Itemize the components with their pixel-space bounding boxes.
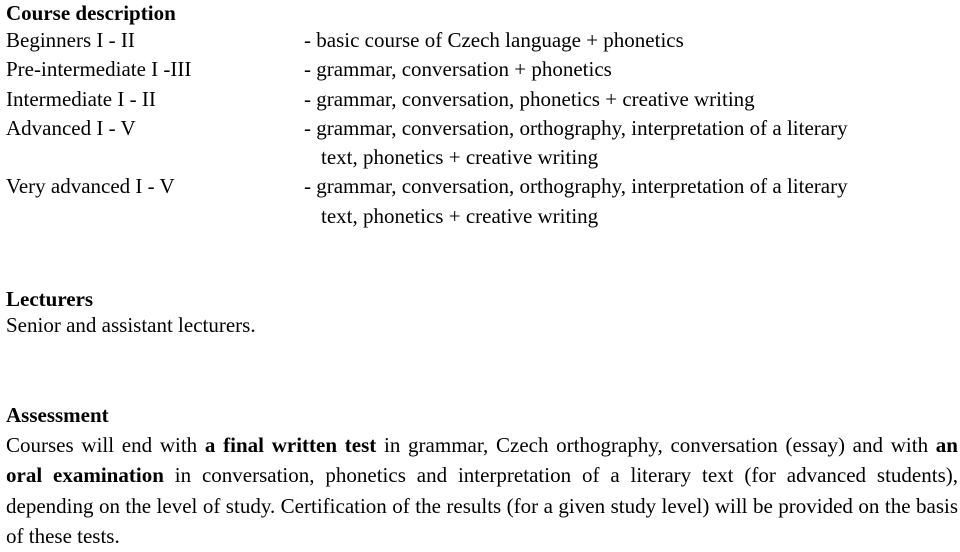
course-description <box>304 26 956 55</box>
document <box>6 0 958 549</box>
course-description <box>304 55 956 84</box>
assessment-emphasis: an oral examination <box>6 433 958 488</box>
course-level: Intermediate I - II <box>6 86 156 111</box>
course-description-line: - grammar, conversation + phonetics <box>304 57 612 82</box>
course-description <box>304 172 956 231</box>
course-level: Advanced I - V <box>6 115 136 140</box>
course-row-advanced <box>6 114 956 173</box>
lecturers-section <box>6 286 956 338</box>
course-level: Pre-intermediate I -III <box>6 57 192 82</box>
course-description <box>304 114 956 173</box>
assessment-text: in conversation, phonetics and interpretation of a literary text (for advanced students), depending on the level of study. Certification of the results (for a given study level) will be provided on the basis of these tests. <box>6 463 958 549</box>
course-level: Very advanced I - V <box>6 174 175 199</box>
course-description-line: - grammar, conversation, phonetics + creative writing <box>304 86 755 111</box>
assessment-text: Courses will end with <box>6 433 205 457</box>
course-description-heading: Course description <box>6 1 176 25</box>
course-description <box>304 85 956 114</box>
assessment-heading: Assessment <box>6 403 109 427</box>
course-description-line: - basic course of Czech language + phonetics <box>304 28 684 52</box>
course-description-line: - grammar, conversation, orthography, interpretation of a literary <box>304 174 848 199</box>
course-row-pre-intermediate <box>6 55 956 84</box>
course-row-beginners <box>6 26 956 55</box>
assessment-paragraph <box>6 430 958 552</box>
course-description-continuation: text, phonetics + creative writing <box>321 145 599 170</box>
lecturers-text: Senior and assistant lecturers. <box>6 313 256 337</box>
assessment-emphasis: a final written test <box>204 433 377 457</box>
course-row-intermediate <box>6 85 956 114</box>
course-description-continuation: text, phonetics + creative writing <box>321 203 599 228</box>
course-level: Beginners I - II <box>6 28 135 52</box>
lecturers-heading: Lecturers <box>6 287 94 311</box>
course-row-very-advanced <box>6 172 956 231</box>
assessment-text: in grammar, Czech orthography, conversation (essay) and with <box>376 433 936 457</box>
course-list <box>6 26 956 231</box>
course-description-line: - grammar, conversation, orthography, interpretation of a literary <box>304 115 848 140</box>
assessment-section <box>6 402 956 552</box>
